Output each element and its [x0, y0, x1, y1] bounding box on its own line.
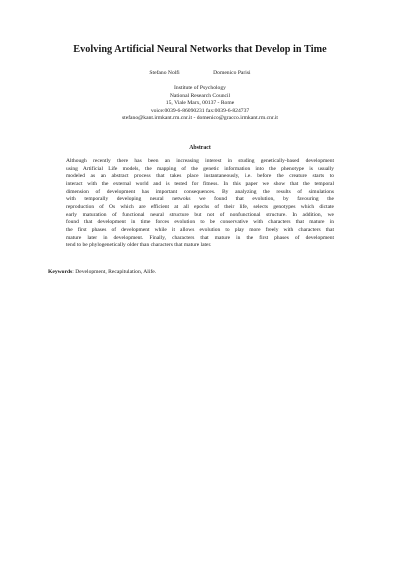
abstract-heading: Abstract — [189, 145, 211, 151]
abstract-line: mature later in development. Finally, characters that mature in the first phases of development — [66, 234, 334, 241]
abstract-line: interact with the external world and is tested for fitness. In this paper we show that the temporal — [66, 180, 334, 187]
abstract-body — [66, 158, 334, 250]
keywords-colon: : — [72, 269, 74, 275]
abstract-line: Although recently there has been an increasing interest in studing genetically-based development — [66, 158, 334, 164]
affiliation-council: National Research Council — [169, 92, 231, 99]
abstract-line: tend to be phylogenetically older than characters that mature later. — [66, 242, 212, 249]
keywords-line — [48, 269, 156, 275]
abstract-line: found that development in time forces evolution to be conservative with characters that mature in — [66, 219, 334, 226]
abstract-line: reproduction of Os which are efficient at all epochs of their life, selects genotypes which dictate — [66, 203, 334, 210]
author-list — [0, 70, 400, 76]
keywords-label: Keywords — [48, 269, 73, 275]
abstract-line: with temporally developing neural netwoks we found that evolution, by favouring the — [66, 196, 334, 203]
affiliation-emails: stefano@kant.irmkant.rm.cnr.it - domenico@gracco.irmkant.rm.cnr.it — [121, 115, 278, 122]
abstract-line: the first phases of development while it allows evolution to play more freely with characters that — [66, 226, 334, 233]
affiliation-block — [0, 85, 400, 123]
author-name: Stefano Nolfi — [149, 70, 180, 76]
affiliation-address: 15, Viale Marx, 00137 - Rome — [165, 100, 235, 107]
keywords-text: Development, Recapitulation, Alife. — [75, 269, 157, 275]
abstract-line: early maturation of functional neural structure but not of nonfunctional structure. In addition, we — [66, 211, 334, 218]
abstract-line: using Artificial Life models, the mapping of the genetic information into the phenotype is usually — [66, 165, 334, 172]
affiliation-phone-fax: voice:0039-6-86090231 fax:0039-6-824737 — [150, 107, 250, 114]
abstract-line: dimension of development has important consequences. By analyzing the results of simulations — [66, 188, 334, 195]
abstract-line: modeled as an abstract process that takes place instantaneously, i.e. before the creature starts to — [66, 173, 334, 180]
affiliation-institute: Institute of Psychology — [174, 85, 226, 91]
author-name: Domenico Parisi — [213, 70, 251, 76]
paper-title: Evolving Artificial Neural Networks that Develop in Time — [73, 44, 327, 55]
